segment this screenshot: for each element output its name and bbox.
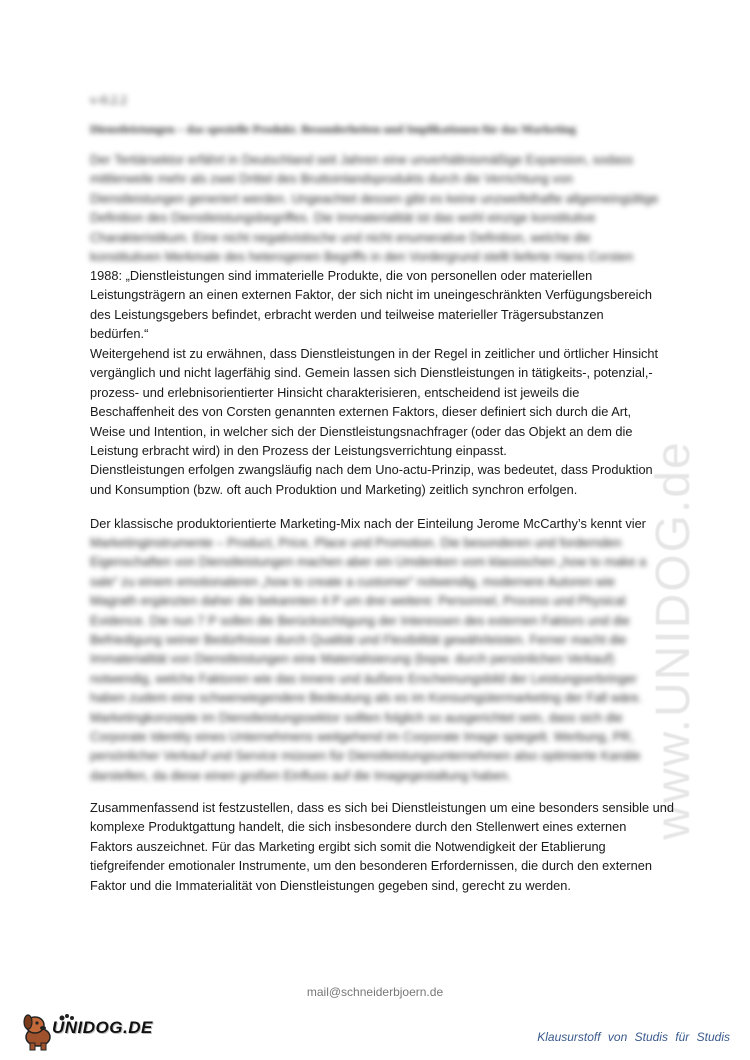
paragraph-conclusion	[90, 798, 675, 895]
paragraph-characteristics	[90, 344, 670, 499]
text-line: Beschaffenheit des von Corsten genannten externen Faktors, dieser definiert sich durch die Art,	[90, 404, 632, 420]
paragraph-definition	[90, 266, 670, 344]
text-line: Leistung erbracht wird) in den Prozess der Leistungsverrichtung einpasst.	[90, 443, 507, 459]
version-label: v-0.2.2	[90, 92, 127, 107]
text-line: Dienstleistungen erfolgen zwangsläufig nach dem Uno-actu-Prinzip, was bedeutet, dass Produktion	[90, 462, 653, 478]
text-line: Corporate Identity eines Unternehmens weitgehend im Corporate Image spiegelt. Werbung, PR,	[90, 729, 634, 745]
text-line: Weitergehend ist zu erwähnen, dass Dienstleistungen in der Regel in zeitlicher und örtlicher Hinsicht	[90, 346, 659, 361]
text-line: mittlerweile mehr als zwei Drittel des Bruttoinlandsprodukts durch die Verrichtung von	[90, 171, 573, 187]
text-line: Evidence. Die nun 7 P sollen die Berücksichtigung der Interessen des externen Faktors und die	[90, 612, 630, 628]
paragraph-intro-blurred	[90, 150, 670, 266]
text-line: Definition des Dienstleistungsbegriffes. Die Immaterialität ist das wohl einzige konstitutive	[90, 210, 596, 226]
text-line: Immaterialität von Dienstleistungen eine Materialisierung (bspw. durch persönlichen Verkauf)	[90, 651, 615, 667]
text-line: komplexe Produktgattung handelt, die sich insbesondere durch den Stellenwert eines externen	[90, 819, 627, 835]
text-line: sale“ zu einem emotionaleren „how to create a customer“ notwendig, modernere Autoren wie	[90, 573, 615, 589]
text-line: Dienstleistungen generiert werden. Ungeachtet dessen gibt es keine unzweifelhafte allgemeingültige	[90, 190, 659, 206]
text-line: Magrath ergänzten daher die bekannten 4 P um drei weitere: Personnel, Process und Physical	[90, 593, 626, 609]
footer-email: mail@schneiderbjoern.de	[306, 985, 444, 999]
paragraph-marketing-mix-intro	[90, 514, 670, 533]
text-line: Der Tertiärsektor erfährt in Deutschland seit Jahren eine unverhältnismäßige Expansion, sodass	[90, 152, 634, 167]
text-line: Der klassische produktorientierte Marketing-Mix nach der Einteilung Jerome McCarthy’s kennt vier	[90, 516, 646, 531]
text-line: des Leistungsgebers befindet, erbracht werden und teilweise materieller Trägersubstanzen	[90, 306, 604, 322]
text-line: 1988: „Dienstleistungen sind immaterielle Produkte, die von personellen oder materiellen	[90, 268, 593, 283]
text-line: konstitutiven Merkmale des heterogenen Begriffs in den Vordergrund stellt lieferte Hans Corsten	[90, 249, 634, 265]
text-line: Eigenschaften von Dienstleistungen machen aber ein Umdenken vom klassischen „how to make a	[90, 554, 647, 570]
text-line: Faktor und die Immaterialität von Dienstleistungen gegeben sind, gerecht zu werden.	[90, 877, 571, 893]
text-line: darstellen, da diese einen großen Einfluss auf die Imagegestaltung haben.	[90, 767, 512, 783]
text-line: tiefgreifender emotionaler Instrumente, um den besonderen Erfordernissen, die durch den externen	[90, 858, 652, 874]
text-line: Weise und Intention, in welcher sich der Dienstleistungsnachfrager (oder das Objekt an dem die	[90, 423, 633, 439]
watermark: www.UNIDOG.de	[647, 440, 700, 840]
paragraph-marketing-mix-blurred	[90, 533, 670, 785]
logo-text: UNIDOG.DE	[52, 1018, 153, 1037]
text-line: Faktors auszeichnet. Für das Marketing ergibt sich somit die Notwendigkeit der Etablierung	[90, 838, 606, 854]
text-line: Leistungsträgern an einen externen Faktor, der sich nicht im uneingeschränkten Verfügungsbereich	[90, 287, 652, 303]
text-line: Charakteristikum. Eine nicht negativistische und nicht enumerative Definition, welche die	[90, 229, 591, 245]
text-line: notwendig, welche Faktoren wie das innere und äußere Erscheinungsbild der Leistungserbringer	[90, 670, 638, 686]
text-line: Zusammenfassend ist festzustellen, dass es sich bei Dienstleistungen um eine besonders sensible und	[90, 800, 675, 815]
document-heading: Dienstleistungen – das spezielle Produkt. Besonderheiten und Implikationen für das Marketing	[90, 122, 576, 136]
text-line: und Konsumption (bzw. oft auch Produktion und Marketing) zeitlich synchron erfolgen.	[90, 481, 578, 497]
footer-tagline: Klausurstoff von Studis für Studis	[537, 1030, 730, 1044]
text-line: persönlicher Verkauf und Service müssen für Dienstleistungsunternehmen also optimierte Kanäle	[90, 748, 641, 764]
text-line: Marketinginstrumente – Product, Price, Place und Promotion. Die besonderen und fordernden	[90, 535, 622, 550]
text-line: vergänglich und nicht lagerfähig sind. Gemein lassen sich Dienstleistungen in tätigkeits-, potenzial,-	[90, 365, 653, 381]
text-line: Marketingkonzepte im Dienstleistungssektor sollten folglich so ausgerichtet sein, dass sich die	[90, 709, 623, 725]
text-line: bedürfen.“	[90, 326, 149, 342]
text-line: prozess- und erlebnisorientierter Hinsicht charakterisieren, entscheidend ist jeweils die	[90, 384, 580, 400]
text-line: haben zudem eine schwerwiegendere Bedeutung als es im Konsumgütermarketing der Fall wäre.	[90, 690, 642, 706]
text-line: Befriedigung seiner Bedürfnisse durch Qualität und Flexibilität gewährleisten. Ferner macht die	[90, 632, 627, 648]
